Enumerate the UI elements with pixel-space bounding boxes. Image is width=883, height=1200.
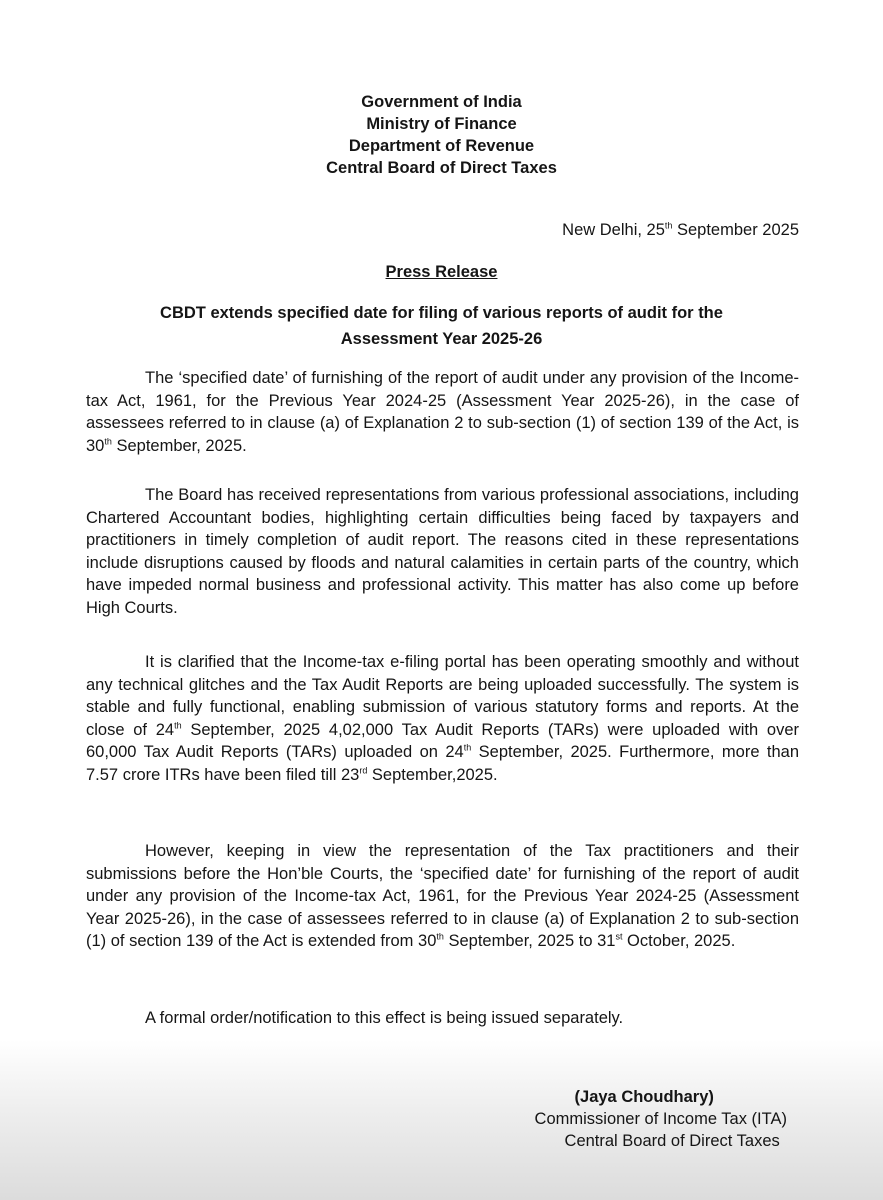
paragraph-formal-order: A formal order/notification to this effect is being issued separately.	[145, 1009, 624, 1027]
p3-text-c: September, 2025. Furthermore, more than 7.57 crore ITRs have been filed till 23	[86, 743, 800, 784]
signature-block	[535, 1086, 787, 1152]
subject-heading	[100, 300, 783, 352]
press-release-heading	[0, 261, 883, 283]
p4-sup-1: th	[436, 931, 444, 942]
signatory-organization: Central Board of Direct Taxes	[564, 1132, 780, 1150]
letterhead	[0, 91, 883, 179]
p4-text-a: However, keeping in view the representation of the Tax practitioners and their submissions before the Hon’ble Courts, the ‘specified date’ for furnishing of the report of audit under any provision of the Income-tax Act, 1961, for the Previous Year 2024-25 (Assessment Year 2025-26), in the case of assessees referred to in clause (a) of Explanation 2 to sub-section (1) of section 139 of the Act is extended from 30	[86, 842, 799, 950]
letterhead-government: Government of India	[361, 93, 522, 111]
subject-line-2: Assessment Year 2025-26	[340, 330, 543, 348]
p4-text-b: September, 2025 to 31	[443, 932, 616, 950]
p1-text-a: The ‘specified date’ of furnishing of the report of audit under any provision of the Income-tax Act, 1961, for the Previous Year 2024-25 (Assessment Year 2025-26), in the case of assessees referred to in clause (a) of Explanation 2 to sub-section (1) of section 139 of the Act, is 30	[86, 369, 799, 455]
dateline	[562, 219, 799, 241]
paragraph-portal-status	[86, 651, 799, 786]
letterhead-ministry: Ministry of Finance	[366, 115, 517, 133]
paragraph-specified-date	[86, 367, 799, 457]
p1-text-b: September, 2025.	[111, 436, 247, 455]
dateline-rest: September 2025	[672, 221, 799, 239]
p3-text-a: It is clarified that the Income-tax e-filing portal has been operating smoothly and without any technical glitches and the Tax Audit Reports are being uploaded successfully. The system is stable and fully functional, enabling submission of various statutory forms and reports. At the close of 24	[86, 653, 799, 739]
subject-line-1: CBDT extends specified date for filing of various reports of audit for the	[160, 304, 723, 322]
signatory-name: (Jaya Choudhary)	[574, 1088, 714, 1106]
paragraph-extension	[86, 840, 799, 953]
p3-sup-1: th	[174, 720, 182, 730]
press-release-label: Press Release	[385, 263, 498, 281]
p3-text-b: September, 2025 4,02,000 Tax Audit Reports (TARs) were uploaded with over 60,000 Tax Audit Reports (TARs) uploaded on 24	[86, 720, 799, 761]
p3-sup-2: th	[463, 742, 472, 753]
p3-sup-3: rd	[359, 765, 368, 775]
letterhead-board: Central Board of Direct Taxes	[326, 159, 557, 177]
letterhead-department: Department of Revenue	[348, 137, 535, 155]
p4-sup-2: st	[615, 931, 623, 942]
p3-text-d: September,2025.	[367, 765, 498, 784]
dateline-place: New Delhi, 25	[562, 221, 665, 239]
signatory-title: Commissioner of Income Tax (ITA)	[534, 1110, 787, 1128]
paragraph-representations: The Board has received representations from various professional associations, including Chartered Accountant bodies, highlighting certain difficulties being faced by taxpayers and practitioners in timely completion of audit report. The reasons cited in these representations include disruptions caused by floods and natural calamities in certain parts of the country, which have impeded normal business and professional activity. This matter has also come up before High Courts.	[86, 486, 799, 617]
p1-sup-1: th	[104, 436, 112, 446]
dateline-ordinal: th	[664, 220, 673, 231]
p4-text-c: October, 2025.	[622, 932, 736, 950]
